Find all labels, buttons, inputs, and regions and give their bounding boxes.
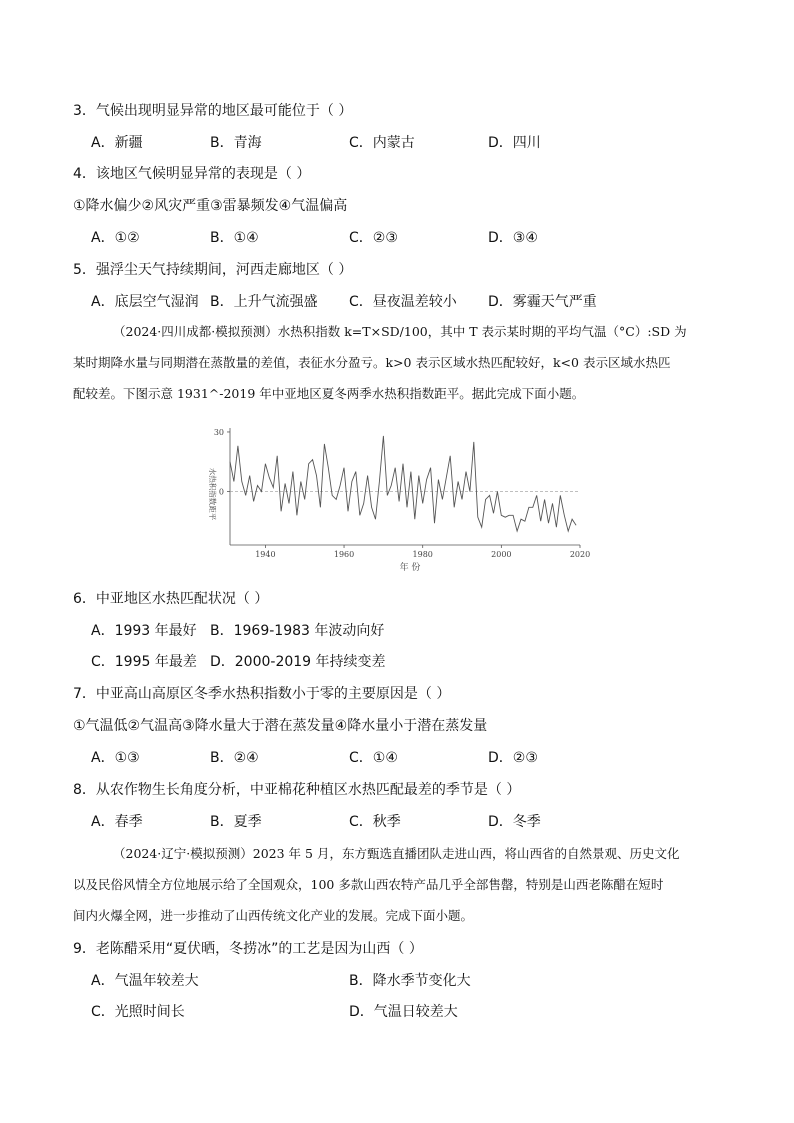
y-tick-label: 30 — [213, 427, 224, 437]
q3-option-c[interactable]: C．内蒙古 — [349, 135, 415, 151]
q4-option-c[interactable]: C．②③ — [349, 230, 398, 246]
x-tick-label: 1940 — [255, 550, 276, 559]
q6-option-b[interactable]: B．1969-1983 年波动向好 — [210, 623, 385, 639]
passage-1-line-3: 配较差。下图示意 1931^-2019 年中亚地区夏冬两季水热积指数距平。据此完成下面小题。 — [73, 386, 585, 401]
q3-option-a[interactable]: A．新疆 — [91, 135, 143, 151]
q9-option-b[interactable]: B．降水季节变化大 — [349, 973, 471, 989]
q4-option-d[interactable]: D．③④ — [488, 230, 538, 246]
chart-figure — [198, 420, 598, 578]
q4-option-a[interactable]: A．①② — [91, 230, 140, 246]
passage-1-line-2: 某时期降水量与同期潜在蒸散量的差值，表征水分盈亏。k>0 表示区域水热匹配较好，k<0 表示区域水热匹 — [73, 355, 671, 370]
q4-option-b[interactable]: B．①④ — [210, 230, 259, 246]
q8-stem: 8．从农作物生长角度分析，中亚棉花种植区水热匹配最差的季节是（ ） — [73, 782, 521, 798]
passage-2-line-1: （2024·辽宁·模拟预测）2023 年 5 月，东方甄选直播团队走进山西，将山西省的自然景观、历史文化 — [113, 846, 680, 861]
x-tick-label: 2020 — [569, 550, 591, 559]
q4-items: ①降水偏少②风灾严重③雷暴频发④气温偏高 — [73, 198, 348, 214]
passage-1-line-1: （2024·四川成都·模拟预测）水热积指数 k=T×SD/100，其中 T 表示某时期的平均气温（°C）:SD 为 — [113, 324, 687, 339]
y-axis-label: 水热积指数距平 — [208, 467, 217, 521]
q9-option-c[interactable]: C．光照时间长 — [91, 1004, 185, 1020]
q5-option-d[interactable]: D．雾霾天气严重 — [488, 294, 597, 310]
q6-option-a[interactable]: A．1993 年最好 — [91, 623, 197, 639]
q3-option-d[interactable]: D．四川 — [488, 135, 541, 151]
q7-option-c[interactable]: C．①④ — [349, 750, 398, 766]
q3-option-b[interactable]: B．青海 — [210, 135, 262, 151]
x-tick-label: 1980 — [412, 550, 433, 559]
q9-stem: 9．老陈醋采用“夏伏晒，冬捞冰”的工艺是因为山西（ ） — [73, 941, 423, 957]
passage-2 — [73, 838, 733, 931]
q5-option-c[interactable]: C．昼夜温差较小 — [349, 294, 457, 310]
q7-items: ①气温低②气温高③降水量大于潜在蒸发量④降水量小于潜在蒸发量 — [73, 718, 488, 734]
q3-stem: 3．气候出现明显异常的地区最可能位于（ ） — [73, 103, 353, 119]
q7-option-b[interactable]: B．②④ — [210, 750, 259, 766]
q7-option-a[interactable]: A．①③ — [91, 750, 140, 766]
q9-option-d[interactable]: D．气温日较差大 — [349, 1004, 458, 1020]
q6-option-c[interactable]: C．1995 年最差 — [91, 654, 197, 670]
q5-option-a[interactable]: A．底层空气湿润 — [91, 294, 199, 310]
q8-option-c[interactable]: C．秋季 — [349, 814, 401, 830]
q5-stem: 5．强浮尘天气持续期间，河西走廊地区（ ） — [73, 262, 353, 278]
passage-2-line-2: 以及民俗风情全方位地展示给了全国观众，100 多款山西农特产品几乎全部售罄，特别是山西老陈醋在短时 — [73, 877, 664, 892]
q8-option-a[interactable]: A．春季 — [91, 814, 143, 830]
water-heat-index-chart — [198, 420, 598, 578]
q8-option-b[interactable]: B．夏季 — [210, 814, 262, 830]
q7-option-d[interactable]: D．②③ — [488, 750, 538, 766]
passage-1 — [73, 316, 733, 409]
q8-option-d[interactable]: D．冬季 — [488, 814, 541, 830]
y-tick-label: 0 — [218, 487, 224, 497]
series-line — [230, 436, 576, 531]
x-axis-label: 年 份 — [399, 563, 421, 573]
q6-stem: 6．中亚地区水热匹配状况（ ） — [73, 591, 269, 607]
x-tick-label: 2000 — [491, 550, 512, 559]
passage-2-line-3: 间内火爆全网，进一步推动了山西传统文化产业的发展。完成下面小题。 — [73, 908, 474, 923]
q7-stem: 7．中亚高山高原区冬季水热积指数小于零的主要原因是（ ） — [73, 686, 451, 702]
x-tick-label: 1960 — [333, 550, 355, 559]
q5-option-b[interactable]: B．上升气流强盛 — [210, 294, 318, 310]
q6-option-d[interactable]: D．2000-2019 年持续变差 — [210, 654, 386, 670]
q9-option-a[interactable]: A．气温年较差大 — [91, 973, 199, 989]
q4-stem: 4．该地区气候明显异常的表现是（ ） — [73, 166, 311, 182]
